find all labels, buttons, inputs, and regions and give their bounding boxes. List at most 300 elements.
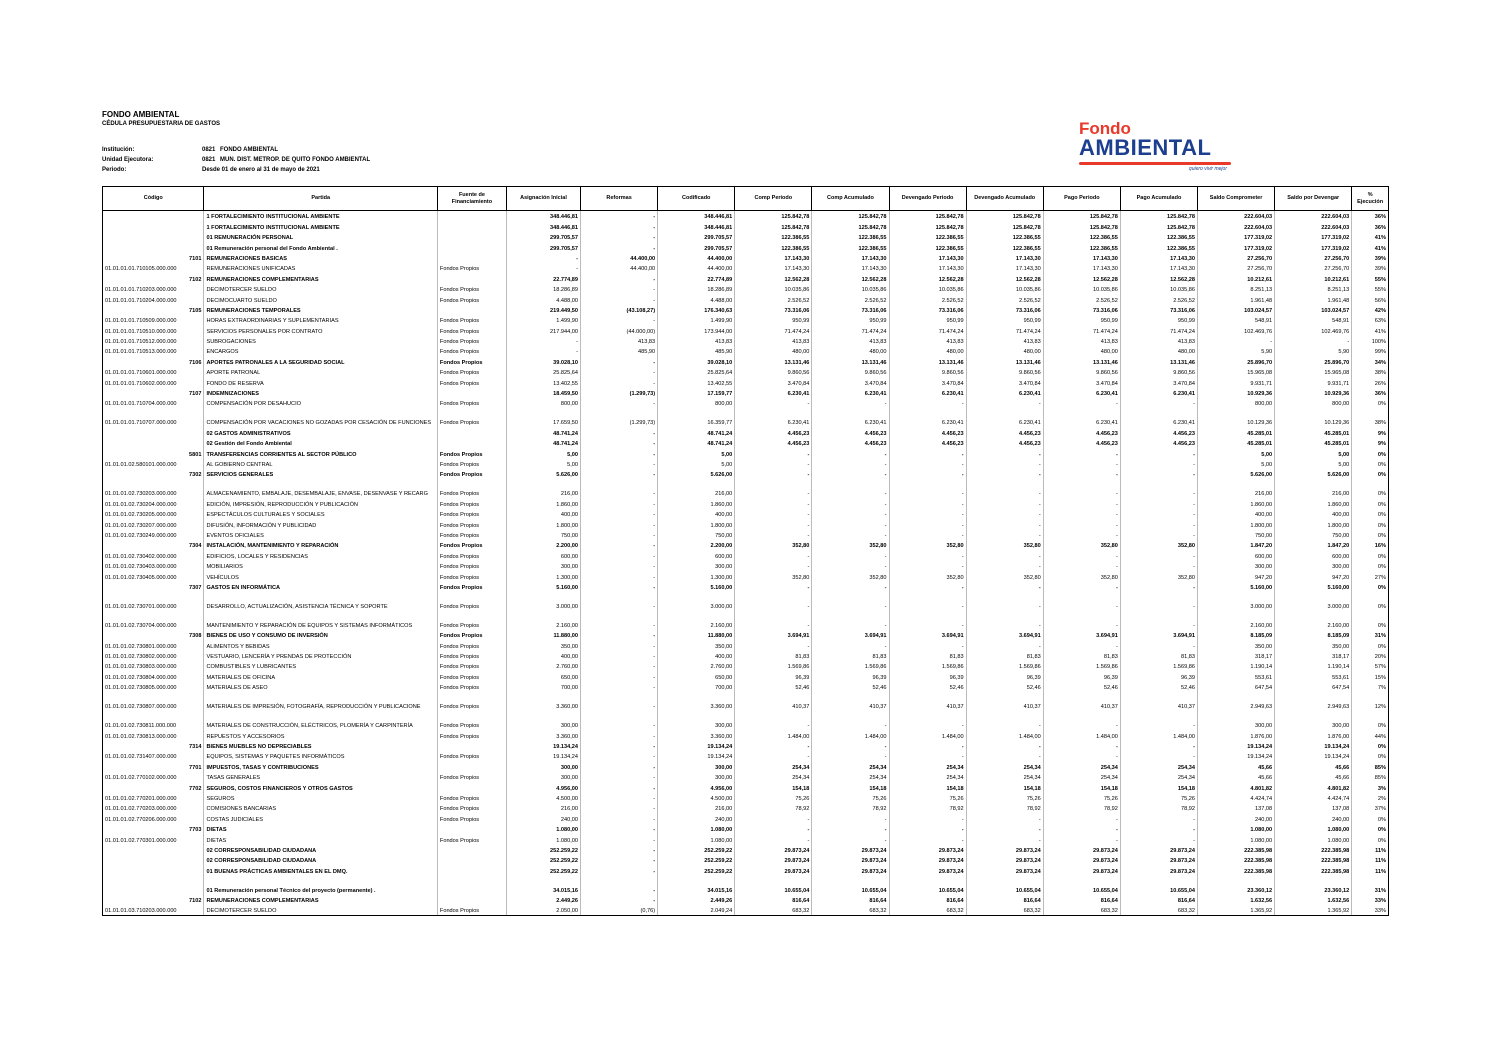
table-cell: 800,00 — [506, 398, 580, 408]
table-cell: 400,00 — [506, 651, 580, 661]
table-cell: - — [966, 582, 1043, 592]
table-cell: Fondos Propios — [437, 692, 506, 711]
meta-periodo: Periodo: Desde 01 de enero al 31 de mayo de 2021 — [102, 167, 320, 173]
table-cell — [437, 232, 506, 242]
table-cell: 17.143,30 — [1043, 263, 1120, 273]
table-row — [103, 346, 1389, 356]
table-row — [103, 211, 1389, 222]
table-cell: - — [581, 793, 658, 803]
table-cell: 650,00 — [506, 671, 580, 681]
table-cell: - — [581, 803, 658, 813]
table-cell: - — [1120, 498, 1197, 508]
table-cell: 01.01.01.02.770203.000.000 — [103, 803, 204, 813]
table-cell: 81,83 — [812, 651, 889, 661]
table-cell: 352,80 — [966, 540, 1043, 550]
table-cell: 300,00 — [506, 772, 580, 782]
table-cell: SEGUROS — [204, 793, 437, 803]
table-cell: 0% — [1352, 469, 1389, 479]
table-cell: 950,99 — [966, 315, 1043, 325]
table-cell: 4.456,23 — [735, 427, 812, 437]
table-cell: 3.470,84 — [735, 377, 812, 387]
table-cell: 1.800,00 — [658, 519, 735, 529]
table-cell: 1.080,00 — [1275, 834, 1352, 844]
table-cell: 45,66 — [1198, 761, 1275, 771]
table-cell: - — [889, 459, 966, 469]
table-cell: 5,00 — [1198, 448, 1275, 458]
column-header: Asignación Inicial — [506, 187, 580, 211]
table-cell: 5,90 — [1198, 346, 1275, 356]
report-header — [102, 110, 220, 129]
table-cell: 300,00 — [658, 772, 735, 782]
table-row — [103, 459, 1389, 469]
table-cell: 01.01.01.01.710204.000.000 — [103, 294, 204, 304]
table-cell: 252.259,22 — [658, 865, 735, 875]
table-cell: - — [812, 469, 889, 479]
table-cell: 5,00 — [658, 448, 735, 458]
table-cell: 413,83 — [1043, 336, 1120, 346]
table-cell: 240,00 — [658, 813, 735, 823]
column-header: Fuente de Financiamiento — [437, 187, 506, 211]
table-row — [103, 221, 1389, 231]
table-cell: 78,92 — [812, 803, 889, 813]
table-cell: 10.035,86 — [1120, 284, 1197, 294]
table-cell: Fondos Propios — [437, 793, 506, 803]
table-cell: 947,20 — [1275, 571, 1352, 581]
column-header: Devengado Periodo — [889, 187, 966, 211]
table-cell: 96,39 — [966, 671, 1043, 681]
table-cell: - — [1120, 448, 1197, 458]
table-cell: - — [1120, 824, 1197, 834]
table-cell: 222.604,03 — [1275, 221, 1352, 231]
table-cell — [437, 845, 506, 855]
table-cell: 48.741,24 — [506, 438, 580, 448]
table-cell: - — [581, 550, 658, 560]
table-cell: DIFUSIÓN, INFORMACIÓN Y PUBLICIDAD — [204, 519, 437, 529]
table-cell: - — [1198, 336, 1275, 346]
table-cell: - — [1043, 561, 1120, 571]
table-cell: - — [581, 398, 658, 408]
table-cell: Fondos Propios — [437, 561, 506, 571]
table-cell: 23.360,12 — [1198, 876, 1275, 895]
table-cell: 4.456,23 — [812, 427, 889, 437]
table-cell: - — [889, 611, 966, 630]
table-cell: 10.655,04 — [889, 876, 966, 895]
table-cell: - — [966, 611, 1043, 630]
table-cell: 25.825,64 — [506, 367, 580, 377]
table-cell: 0% — [1352, 751, 1389, 761]
table-cell: 01.01.01.01.710707.000.000 — [103, 408, 204, 427]
table-cell — [437, 895, 506, 905]
table-cell: 01 Remuneración personal del Fondo Ambiental . — [204, 242, 437, 252]
table-cell: 10.035,86 — [889, 284, 966, 294]
table-cell: 0% — [1352, 561, 1389, 571]
table-cell: 5,00 — [1275, 448, 1352, 458]
table-cell: - — [1043, 592, 1120, 611]
table-row — [103, 550, 1389, 560]
table-cell: 125.842,78 — [1043, 221, 1120, 231]
table-cell: 78,92 — [966, 803, 1043, 813]
table-cell: - — [581, 865, 658, 875]
table-cell: 71.474,24 — [889, 325, 966, 335]
table-cell: IMPUESTOS, TASAS Y CONTRIBUCIONES — [204, 761, 437, 771]
table-cell: 254,34 — [735, 772, 812, 782]
table-cell: 216,00 — [506, 803, 580, 813]
table-cell: 29.873,24 — [889, 845, 966, 855]
table-cell: 1.499,90 — [658, 315, 735, 325]
table-cell: - — [966, 711, 1043, 730]
table-cell: 400,00 — [1198, 509, 1275, 519]
column-header: Codificado — [658, 187, 735, 211]
table-cell: 7302 — [103, 469, 204, 479]
table-cell: 177.319,02 — [1198, 232, 1275, 242]
table-cell: Fondos Propios — [437, 751, 506, 761]
table-cell: 17.143,30 — [812, 253, 889, 263]
table-row — [103, 232, 1389, 242]
table-cell: 1.484,00 — [966, 730, 1043, 740]
table-cell: 352,80 — [1043, 540, 1120, 550]
table-row — [103, 571, 1389, 581]
table-cell: 177.319,02 — [1198, 242, 1275, 252]
table-cell: - — [889, 479, 966, 498]
table-cell: 4.801,82 — [1198, 782, 1275, 792]
table-cell: Fondos Propios — [437, 469, 506, 479]
table-cell: 15.965,08 — [1275, 367, 1352, 377]
table-cell: 15.965,08 — [1198, 367, 1275, 377]
table-cell: 947,20 — [1198, 571, 1275, 581]
table-cell: - — [581, 356, 658, 366]
table-cell: 27.256,70 — [1198, 253, 1275, 263]
table-cell: 13.131,46 — [966, 356, 1043, 366]
table-cell: - — [812, 550, 889, 560]
table-cell: 400,00 — [1275, 509, 1352, 519]
table-cell: 3.694,91 — [812, 630, 889, 640]
table-cell: 122.386,55 — [966, 242, 1043, 252]
table-cell: 1 FORTALECIMIENTO INSTITUCIONAL AMBIENTE — [204, 211, 437, 222]
table-cell: - — [1120, 741, 1197, 751]
table-cell: 480,00 — [966, 346, 1043, 356]
table-cell: Fondos Propios — [437, 582, 506, 592]
table-cell: 44.400,00 — [658, 253, 735, 263]
fondo-ambiental-logo — [1079, 120, 1231, 178]
table-cell: - — [1043, 459, 1120, 469]
table-row — [103, 498, 1389, 508]
table-cell: - — [812, 640, 889, 650]
table-cell: 37% — [1352, 803, 1389, 813]
table-cell: EVENTOS OFICIALES — [204, 530, 437, 540]
table-cell: 254,34 — [889, 772, 966, 782]
table-cell: 1.569,86 — [1120, 661, 1197, 671]
table-cell: - — [581, 211, 658, 222]
table-cell: - — [1043, 751, 1120, 761]
table-cell: 11% — [1352, 845, 1389, 855]
table-cell: 350,00 — [1198, 640, 1275, 650]
table-cell: 73.316,06 — [1120, 305, 1197, 315]
table-cell: DIETAS — [204, 834, 437, 844]
table-cell: 7102 — [103, 273, 204, 283]
table-row — [103, 253, 1389, 263]
table-cell: 154,18 — [966, 782, 1043, 792]
table-cell: 10.129,36 — [1275, 408, 1352, 427]
table-cell: - — [581, 284, 658, 294]
table-cell: 5,00 — [1198, 459, 1275, 469]
table-cell: 222.604,03 — [1275, 211, 1352, 222]
table-cell: 45.285,01 — [1275, 438, 1352, 448]
table-cell: 78,92 — [735, 803, 812, 813]
table-cell: 254,34 — [966, 772, 1043, 782]
table-cell: MATERIALES DE OFICINA — [204, 671, 437, 681]
table-cell: 2.160,00 — [1275, 611, 1352, 630]
table-cell: 29.873,24 — [1120, 845, 1197, 855]
table-cell: - — [1120, 469, 1197, 479]
table-cell: 52,46 — [966, 682, 1043, 692]
table-cell: 299.705,57 — [506, 242, 580, 252]
table-row — [103, 540, 1389, 550]
table-cell: - — [889, 550, 966, 560]
table-cell: 2.449,26 — [506, 895, 580, 905]
table-cell: 73.316,06 — [966, 305, 1043, 315]
table-cell: 816,64 — [735, 895, 812, 905]
table-cell: 1.190,14 — [1275, 661, 1352, 671]
table-cell: 4.956,00 — [658, 782, 735, 792]
table-cell: 1.860,00 — [506, 498, 580, 508]
table-cell: 29.873,24 — [966, 855, 1043, 865]
table-cell: 17.143,30 — [889, 253, 966, 263]
table-cell: 73.316,06 — [889, 305, 966, 315]
table-cell: 31% — [1352, 630, 1389, 640]
table-cell: - — [581, 651, 658, 661]
table-cell: - — [966, 479, 1043, 498]
table-cell: 1.876,00 — [1198, 730, 1275, 740]
column-header: Código — [103, 187, 204, 211]
table-cell: 11.880,00 — [506, 630, 580, 640]
column-header: Saldo por Devengar — [1275, 187, 1352, 211]
table-cell: 4.456,23 — [889, 427, 966, 437]
table-cell: 7308 — [103, 630, 204, 640]
table-cell: - — [581, 611, 658, 630]
table-cell: 122.386,55 — [966, 232, 1043, 242]
table-cell: 122.386,55 — [889, 242, 966, 252]
table-cell — [103, 438, 204, 448]
table-cell: 4.456,23 — [1043, 438, 1120, 448]
table-cell: 29.873,24 — [889, 855, 966, 865]
table-cell: Fondos Propios — [437, 772, 506, 782]
table-cell: 1.365,92 — [1198, 905, 1275, 916]
table-cell: 2.049,24 — [658, 905, 735, 916]
table-cell: Fondos Propios — [437, 294, 506, 304]
table-cell: 750,00 — [1275, 530, 1352, 540]
table-cell: 10.929,36 — [1275, 388, 1352, 398]
table-cell: 1.080,00 — [1198, 834, 1275, 844]
table-cell — [103, 242, 204, 252]
table-cell: - — [966, 519, 1043, 529]
table-cell: APORTE PATRONAL — [204, 367, 437, 377]
table-row — [103, 582, 1389, 592]
table-cell: 410,37 — [1043, 692, 1120, 711]
table-cell: - — [966, 398, 1043, 408]
table-cell: - — [1043, 469, 1120, 479]
table-cell: - — [1120, 751, 1197, 761]
table-cell: 413,83 — [658, 336, 735, 346]
table-row — [103, 367, 1389, 377]
table-cell: - — [812, 479, 889, 498]
table-cell: 7314 — [103, 741, 204, 751]
table-cell: - — [735, 498, 812, 508]
table-cell: FONDO DE RESERVA — [204, 377, 437, 387]
table-cell: 4.500,00 — [658, 793, 735, 803]
table-cell: - — [581, 711, 658, 730]
table-cell: - — [1120, 611, 1197, 630]
table-cell: 254,34 — [1043, 772, 1120, 782]
table-cell: 12.562,28 — [735, 273, 812, 283]
table-cell: - — [735, 824, 812, 834]
table-cell: AL GOBIERNO CENTRAL — [204, 459, 437, 469]
column-header: Saldo Comprometer — [1198, 187, 1275, 211]
table-cell: 0% — [1352, 711, 1389, 730]
table-cell: 19.134,24 — [658, 741, 735, 751]
table-cell: - — [581, 469, 658, 479]
table-cell: 75,26 — [966, 793, 1043, 803]
table-row — [103, 855, 1389, 865]
table-cell: - — [1120, 398, 1197, 408]
table-cell: 34% — [1352, 356, 1389, 366]
table-cell: 11% — [1352, 865, 1389, 875]
table-cell: 122.386,55 — [735, 242, 812, 252]
table-cell: 350,00 — [1275, 640, 1352, 650]
table-cell: 154,18 — [735, 782, 812, 792]
table-cell: 125.842,78 — [966, 221, 1043, 231]
table-cell: 6.230,41 — [1120, 408, 1197, 427]
table-cell: 1.800,00 — [1275, 519, 1352, 529]
table-cell: 85% — [1352, 761, 1389, 771]
table-cell: 22.774,89 — [658, 273, 735, 283]
table-cell: - — [506, 346, 580, 356]
table-cell: COMPENSACIÓN POR VACACIONES NO GOZADAS POR CESACIÓN DE FUNCIONES — [204, 408, 437, 427]
table-cell: 81,83 — [1043, 651, 1120, 661]
table-cell: - — [581, 540, 658, 550]
table-cell: - — [581, 530, 658, 540]
table-cell: 01.01.01.02.730205.000.000 — [103, 509, 204, 519]
table-row — [103, 761, 1389, 771]
table-cell: Fondos Propios — [437, 448, 506, 458]
table-cell: 73.316,06 — [1043, 305, 1120, 315]
table-cell: 01.01.01.01.710704.000.000 — [103, 398, 204, 408]
table-cell: 1.080,00 — [658, 834, 735, 844]
table-cell — [437, 824, 506, 834]
table-cell: 01.01.01.02.730811.000.000 — [103, 711, 204, 730]
table-cell: 6.230,41 — [889, 388, 966, 398]
table-cell: MATERIALES DE IMPRESIÓN, FOTOGRAFÍA, REPRODUCCIÓN Y PUBLICACIONE — [204, 692, 437, 711]
table-cell: 4.456,23 — [812, 438, 889, 448]
table-cell: BIENES DE USO Y CONSUMO DE INVERSIÓN — [204, 630, 437, 640]
table-cell — [103, 221, 204, 231]
table-cell: 254,34 — [1043, 761, 1120, 771]
table-cell: 41% — [1352, 325, 1389, 335]
table-cell: - — [581, 377, 658, 387]
table-cell: 4.488,00 — [506, 294, 580, 304]
table-cell: SUBROGACIONES — [204, 336, 437, 346]
table-row — [103, 305, 1389, 315]
table-cell: 950,99 — [1120, 315, 1197, 325]
table-cell: 122.386,55 — [1043, 232, 1120, 242]
table-cell: (44.000,00) — [581, 325, 658, 335]
table-cell: 1.847,20 — [1275, 540, 1352, 550]
table-cell: 0% — [1352, 530, 1389, 540]
table-cell: 4.456,23 — [966, 427, 1043, 437]
table-cell: 81,83 — [1120, 651, 1197, 661]
table-cell: - — [581, 855, 658, 865]
table-cell: 299.705,57 — [658, 232, 735, 242]
table-cell: 4.424,74 — [1275, 793, 1352, 803]
table-cell: - — [735, 741, 812, 751]
table-cell: 3.470,84 — [966, 377, 1043, 387]
table-row — [103, 730, 1389, 740]
table-cell: 71.474,24 — [735, 325, 812, 335]
table-cell: 0% — [1352, 592, 1389, 611]
table-cell: - — [735, 459, 812, 469]
table-cell: 352,80 — [1120, 540, 1197, 550]
table-cell: - — [581, 242, 658, 252]
table-cell: Fondos Propios — [437, 611, 506, 630]
table-cell: 17.143,30 — [735, 253, 812, 263]
table-cell: Fondos Propios — [437, 803, 506, 813]
table-cell: - — [812, 509, 889, 519]
table-cell: - — [889, 469, 966, 479]
table-cell: 480,00 — [1043, 346, 1120, 356]
table-cell: 9% — [1352, 427, 1389, 437]
table-cell: 4.488,00 — [658, 294, 735, 304]
table-cell: 29.873,24 — [966, 845, 1043, 855]
table-cell: 950,99 — [735, 315, 812, 325]
table-cell: 13.402,55 — [506, 377, 580, 387]
table-cell: 299.705,57 — [658, 242, 735, 252]
table-cell: 1.860,00 — [658, 498, 735, 508]
table-cell: 0% — [1352, 813, 1389, 823]
table-cell: 5,00 — [658, 459, 735, 469]
table-cell — [437, 438, 506, 448]
table-cell: 125.842,78 — [735, 221, 812, 231]
table-cell: 19.134,24 — [1275, 751, 1352, 761]
table-cell: EDICIÓN, IMPRESIÓN, REPRODUCCIÓN Y PUBLICACIÓN — [204, 498, 437, 508]
table-cell: 254,34 — [812, 761, 889, 771]
table-cell: 647,54 — [1198, 682, 1275, 692]
table-cell: (43.108,27) — [581, 305, 658, 315]
table-cell: EQUIPOS, SISTEMAS Y PAQUETES INFORMÁTICOS — [204, 751, 437, 761]
table-cell: 9.931,71 — [1275, 377, 1352, 387]
table-cell: 3.360,00 — [658, 692, 735, 711]
table-cell: 12.562,28 — [1043, 273, 1120, 283]
table-cell: 222.385,98 — [1275, 865, 1352, 875]
table-cell: 0% — [1352, 640, 1389, 650]
table-row — [103, 692, 1389, 711]
table-cell: 1.484,00 — [735, 730, 812, 740]
table-cell: 01.01.01.02.730249.000.000 — [103, 530, 204, 540]
table-cell: 17.143,30 — [966, 263, 1043, 273]
table-cell: 0% — [1352, 611, 1389, 630]
table-cell: 13.131,46 — [1043, 356, 1120, 366]
table-cell: - — [581, 782, 658, 792]
table-cell: ALMACENAMIENTO, EMBALAJE, DESEMBALAJE, ENVASE, DESENVASE Y RECARG — [204, 479, 437, 498]
table-cell: - — [1043, 813, 1120, 823]
table-cell: - — [1043, 398, 1120, 408]
table-cell: 1.847,20 — [1198, 540, 1275, 550]
table-cell: 27.256,70 — [1275, 263, 1352, 273]
table-cell: 300,00 — [658, 561, 735, 571]
table-cell: - — [889, 813, 966, 823]
table-cell: 176.340,63 — [658, 305, 735, 315]
table-cell: 29.873,24 — [735, 865, 812, 875]
table-cell: - — [581, 730, 658, 740]
table-cell: 1.484,00 — [1043, 730, 1120, 740]
